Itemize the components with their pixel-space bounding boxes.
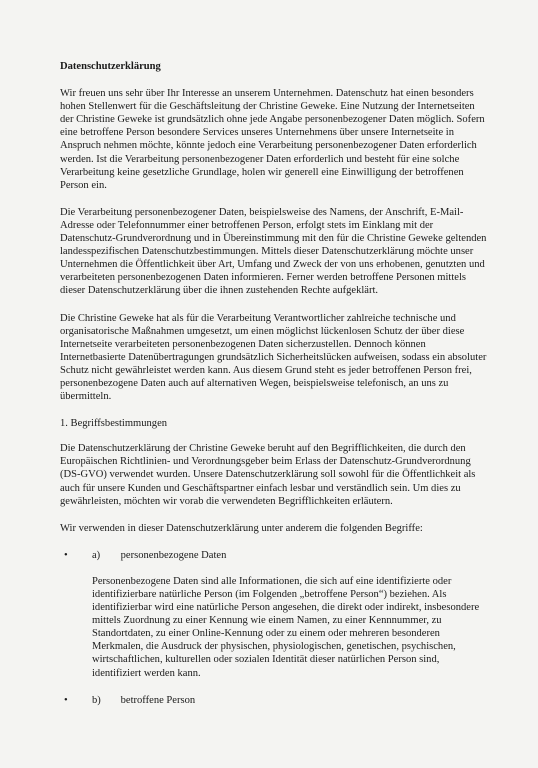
paragraph-processing: Die Verarbeitung personenbezogener Daten, beispielsweise des Namens, der Anschrift, E-Mail-Adresse oder Telefonnummer einer betroffenen Person, erfolgt stets im Einklang mit der Datenschutz-Grundverordnung und in Übereinstimmung mit den für die Christine Geweke geltenden landesspezifischen Datenschutzbestimmungen. Mittels dieser Datenschutzerklärung möchte unser Unternehmen die Öffentlichkeit über Art, Umfang und Zweck der von uns erhobenen, genutzten und verarbeiteten personenbezogenen Daten informieren. Ferner werden betroffene Personen mittels dieser Datenschutzerklärung über die ihnen zustehenden Rechte aufgeklärt. bbox=[60, 206, 487, 297]
definition-term: betroffene Person bbox=[120, 694, 196, 706]
definition-label: a) bbox=[92, 549, 101, 561]
definition-heading bbox=[60, 549, 488, 562]
definition-description: Personenbezogene Daten sind alle Informationen, die sich auf eine identifizierte oder identifizierbare natürliche Person (im Folgenden „betroffene Person“) beziehen. Als identifizierbar wird eine natürliche Person angesehen, die direkt oder indirekt, insbesondere mittels Zuordnung zu einer Kennung wie einem Namen, zu einer Kennnummer, zu Standortdaten, zu einer Online-Kennung oder zu einem oder mehreren besonderen Merkmalen, die Ausdruck der physischen, physiologischen, genetischen, psychischen, wirtschaftlichen, kulturellen oder sozialen Identität dieser natürlichen Person sind, identifiziert werden kann. bbox=[92, 575, 480, 679]
definition-label: b) bbox=[92, 694, 101, 706]
bullet-dot-icon: • bbox=[64, 549, 68, 561]
document-body bbox=[60, 60, 488, 720]
definition-term: personenbezogene Daten bbox=[120, 549, 227, 561]
paragraph-intro: Wir freuen uns sehr über Ihr Interesse an unserem Unternehmen. Datenschutz hat einen besonders hohen Stellenwert für die Geschäftsleitung der Christine Geweke. Eine Nutzung der Internetseiten der Christine Geweke ist grundsätzlich ohne jede Angabe personenbezogener Daten möglich. Sofern eine betroffene Person besondere Services unseres Unternehmens über unsere Internetseite in Anspruch nehmen möchte, könnte jedoch eine Verarbeitung personenbezogener Daten erforderlich werden. Ist die Verarbeitung personenbezogener Daten erforderlich und besteht für eine solche Verarbeitung keine gesetzliche Grundlage, holen wir generell eine Einwilligung der betroffenen Person ein. bbox=[60, 88, 485, 191]
bullet-dot-icon: • bbox=[64, 694, 68, 706]
paragraph-security: Die Christine Geweke hat als für die Verarbeitung Verantwortlicher zahlreiche technische und organisatorische Maßnahmen umgesetzt, um einen möglichst lückenlosen Schutz der über diese Internetseite verarbeiteten personenbezogenen Daten sicherzustellen. Dennoch können Internetbasierte Datenübertragungen grundsätzlich Sicherheitslücken aufweisen, sodass ein absoluter Schutz nicht gewährleistet werden kann. Aus diesem Grund steht es jeder betroffenen Person frei, personenbezogene Daten auch auf alternativen Wegen, beispielsweise telefonisch, an uns zu übermitteln. bbox=[60, 312, 487, 403]
definition-list bbox=[60, 549, 488, 707]
section-heading: 1. Begriffsbestimmungen bbox=[60, 418, 168, 430]
document-title: Datenschutzerklärung bbox=[60, 61, 161, 72]
definition-item-a bbox=[60, 549, 488, 680]
paragraph-definitions-basis: Die Datenschutzerklärung der Christine Geweke beruht auf den Begrifflichkeiten, die durch den Europäischen Richtlinien- und Verordnungsgeber beim Erlass der Datenschutz-Grundverordnung (DS-GVO) verwendet wurden. Unsere Datenschutzerklärung soll sowohl für die Öffentlichkeit als auch für unsere Kunden und Geschäftspartner einfach lesbar und verständlich sein. Um dies zu gewährleisten, möchten wir vorab die verwendeten Begrifflichkeiten erläutern. bbox=[60, 443, 476, 507]
paragraph-terms-intro: Wir verwenden in dieser Datenschutzerklärung unter anderem die folgenden Begriffe: bbox=[60, 522, 423, 534]
definition-heading bbox=[60, 694, 488, 707]
definition-item-b bbox=[60, 694, 488, 707]
